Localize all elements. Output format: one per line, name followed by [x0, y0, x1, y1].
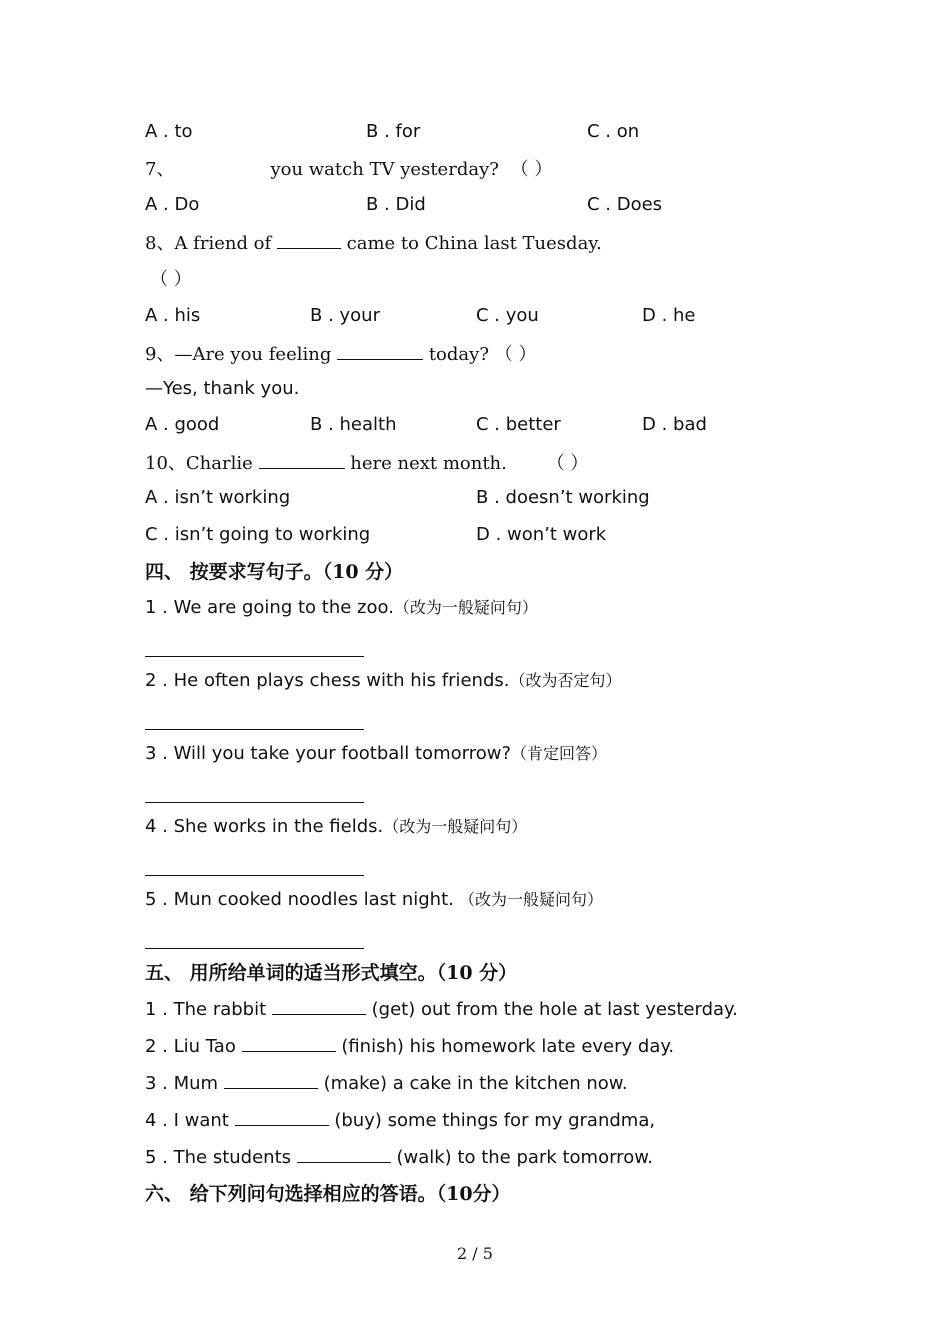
- q9-blank[interactable]: [337, 343, 423, 360]
- rewrite-answer-line-4[interactable]: [145, 875, 364, 876]
- fill-item-3-before: 3 . Mum: [145, 1073, 219, 1094]
- fill-item-4: [145, 1109, 655, 1132]
- rewrite-answer-line-5[interactable]: [145, 948, 364, 949]
- q9-text-after: today?: [428, 344, 489, 365]
- section-6-title: 六、 给下列问句选择相应的答语。（10分）: [145, 1183, 511, 1205]
- fill-item-1-after: (get) out from the hole at last yesterday.: [371, 999, 738, 1020]
- q10-option-b: B . doesn’t working: [476, 487, 650, 508]
- q9-option-d: D . bad: [642, 414, 707, 435]
- fill-blank-4[interactable]: [235, 1109, 329, 1126]
- q9-answer-paren: （ ）: [494, 344, 537, 365]
- section-5-title: 五、 用所给单词的适当形式填空。（10 分）: [145, 962, 518, 984]
- fill-item-1: [145, 998, 738, 1021]
- q9-option-b: B . health: [310, 414, 397, 435]
- question-10: [145, 452, 588, 475]
- fill-item-4-before: 4 . I want: [145, 1110, 229, 1131]
- q10-text-before: Charlie: [185, 453, 253, 474]
- q6-option-a: A . to: [145, 121, 193, 142]
- q8-option-b: B . your: [310, 305, 380, 326]
- rewrite-item-5-note: （改为一般疑问句）: [453, 890, 603, 909]
- rewrite-answer-line-1[interactable]: [145, 656, 364, 657]
- q6-option-b: B . for: [366, 121, 421, 142]
- rewrite-item-3: [145, 743, 607, 765]
- fill-item-1-before: 1 . The rabbit: [145, 999, 267, 1020]
- rewrite-item-3-note: （肯定回答）: [511, 744, 608, 763]
- q10-option-d: D . won’t work: [476, 524, 607, 545]
- rewrite-item-2-note: （改为否定句）: [509, 671, 622, 690]
- rewrite-item-1: [145, 597, 538, 619]
- rewrite-answer-line-3[interactable]: [145, 802, 364, 803]
- q8-option-c: C . you: [476, 305, 539, 326]
- q8-option-a: A . his: [145, 305, 201, 326]
- page-number: 2 / 5: [457, 1244, 493, 1263]
- q9-option-c: C . better: [476, 414, 561, 435]
- q6-option-c: C . on: [587, 121, 640, 142]
- q10-option-c: C . isn’t going to working: [145, 524, 371, 545]
- rewrite-item-4-text: 4 . She works in the fields.: [145, 816, 384, 837]
- question-9: [145, 343, 536, 366]
- q8-answer-paren: （ ）: [150, 269, 192, 290]
- q8-blank[interactable]: [277, 232, 341, 249]
- fill-item-5-before: 5 . The students: [145, 1147, 292, 1168]
- rewrite-item-5: [145, 889, 603, 911]
- fill-blank-5[interactable]: [297, 1146, 391, 1163]
- rewrite-answer-line-2[interactable]: [145, 729, 364, 730]
- rewrite-item-2: [145, 670, 622, 692]
- fill-blank-3[interactable]: [224, 1072, 318, 1089]
- q7-option-c: C . Does: [587, 194, 663, 215]
- fill-item-2-after: (finish) his homework late every day.: [341, 1036, 675, 1057]
- fill-item-3: [145, 1072, 628, 1095]
- fill-item-5: [145, 1146, 653, 1169]
- fill-item-5-after: (walk) to the park tomorrow.: [396, 1147, 653, 1168]
- rewrite-item-4: [145, 816, 527, 838]
- q9-reply: —Yes, thank you.: [145, 378, 300, 399]
- question-8: [145, 232, 602, 255]
- q10-number: 10、: [145, 453, 186, 474]
- q9-option-a: A . good: [145, 414, 220, 435]
- rewrite-item-2-text: 2 . He often plays chess with his friends.: [145, 670, 510, 691]
- fill-blank-2[interactable]: [242, 1035, 336, 1052]
- fill-blank-1[interactable]: [272, 998, 366, 1015]
- q7-option-b: B . Did: [366, 194, 426, 215]
- q7-answer-paren: （ ）: [510, 159, 553, 180]
- fill-item-2: [145, 1035, 674, 1058]
- q8-option-d: D . he: [642, 305, 696, 326]
- q7-number: 7、: [145, 159, 175, 180]
- q8-text-before: A friend of: [174, 233, 272, 254]
- q8-number: 8、: [145, 233, 175, 254]
- rewrite-item-4-note: （改为一般疑问句）: [383, 817, 528, 836]
- fill-item-3-after: (make) a cake in the kitchen now.: [323, 1073, 628, 1094]
- q7-option-a: A . Do: [145, 194, 200, 215]
- q9-number: 9、: [145, 344, 175, 365]
- q9-text-before: —Are you feeling: [174, 344, 332, 365]
- rewrite-item-1-note: （改为一般疑问句）: [393, 598, 538, 617]
- question-7: [145, 159, 552, 181]
- q8-text-after: came to China last Tuesday.: [346, 233, 602, 254]
- rewrite-item-1-text: 1 . We are going to the zoo.: [145, 597, 394, 618]
- q10-text-after: here next month.: [350, 453, 507, 474]
- q10-blank[interactable]: [259, 452, 345, 469]
- fill-item-2-before: 2 . Liu Tao: [145, 1036, 236, 1057]
- rewrite-item-3-text: 3 . Will you take your football tomorrow?: [145, 743, 511, 764]
- q10-answer-paren: （ ）: [546, 453, 589, 474]
- section-4-title: 四、 按要求写句子。（10 分）: [145, 561, 404, 583]
- fill-item-4-after: (buy) some things for my grandma,: [334, 1110, 656, 1131]
- rewrite-item-5-text: 5 . Mun cooked noodles last night.: [145, 889, 454, 910]
- q10-option-a: A . isn’t working: [145, 487, 291, 508]
- q7-text: you watch TV yesterday?: [270, 159, 499, 180]
